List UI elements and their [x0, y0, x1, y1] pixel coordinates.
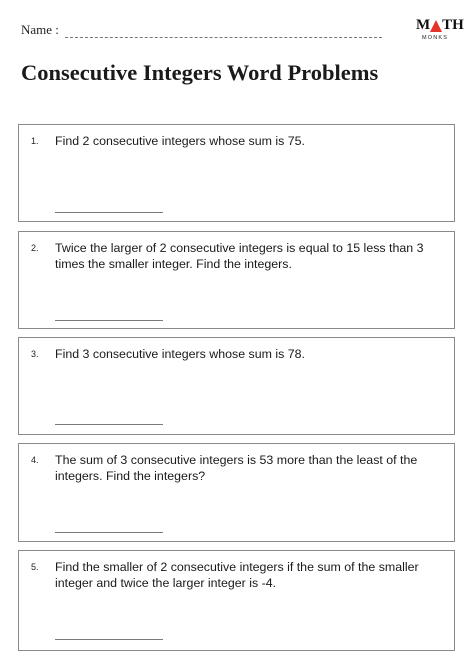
- answer-line[interactable]: [55, 639, 163, 640]
- problem-box-4: [18, 443, 455, 542]
- problem-text: The sum of 3 consecutive integers is 53 more than the least of the integers. Find the integers?: [55, 453, 418, 483]
- problem-number: 2.: [31, 243, 39, 253]
- answer-line[interactable]: [55, 532, 163, 533]
- problem-text: Find 2 consecutive integers whose sum is 75.: [55, 134, 306, 148]
- problem-number: 4.: [31, 455, 39, 465]
- red-triangle-icon: [430, 20, 442, 32]
- logo-subtitle: MONKS: [422, 35, 449, 41]
- name-label: Name :: [21, 22, 59, 37]
- problem-box-1: [18, 124, 455, 222]
- logo-letter-m: M: [416, 17, 431, 33]
- problem-text: Find the smaller of 2 consecutive integers if the sum of the smaller integer and twice the larger integer is -4.: [55, 560, 419, 590]
- logo-letters-th: TH: [442, 17, 464, 33]
- name-row: [21, 20, 382, 38]
- answer-line[interactable]: [55, 320, 163, 321]
- problem-number: 3.: [31, 349, 39, 359]
- answer-line[interactable]: [55, 424, 163, 425]
- problem-box-2: [18, 231, 455, 329]
- name-field[interactable]: [65, 26, 382, 38]
- problem-box-5: [18, 550, 455, 651]
- problem-number: 5.: [31, 562, 39, 572]
- worksheet-title: Consecutive Integers Word Problems: [21, 60, 379, 85]
- problem-text: Find 3 consecutive integers whose sum is 78.: [55, 347, 306, 361]
- math-monks-logo: [416, 16, 464, 46]
- problem-box-3: [18, 337, 455, 435]
- problem-text: Twice the larger of 2 consecutive integers is equal to 15 less than 3 times the smaller integer. Find the integers.: [55, 241, 424, 271]
- problem-number: 1.: [31, 136, 39, 146]
- answer-line[interactable]: [55, 212, 163, 213]
